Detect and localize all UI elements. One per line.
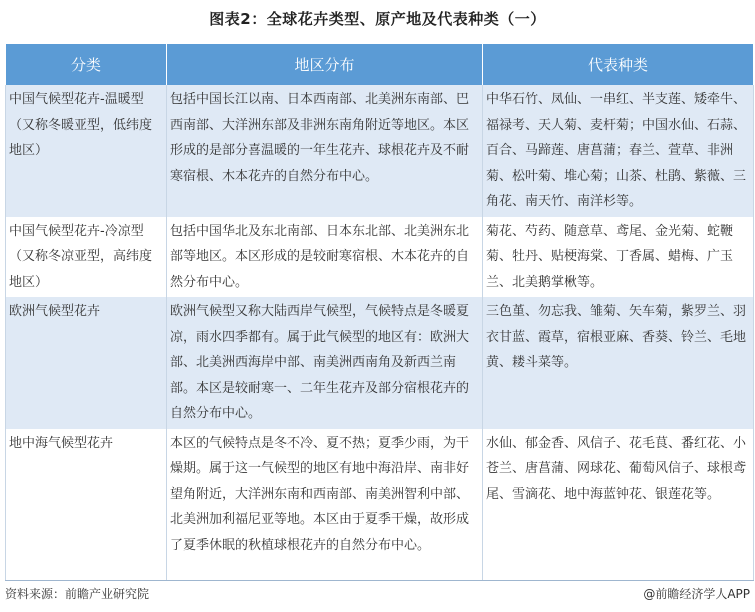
cell-species: 菊花、芍药、随意草、鸢尾、金光菊、蛇鞭菊、牡丹、贴梗海棠、丁香属、蜡梅、广玉兰、北美鹅掌楸等。 xyxy=(483,217,754,298)
cell-category: 欧洲气候型花卉 xyxy=(6,297,167,429)
cell-region: 包括中国长江以南、日本西南部、北美洲东南部、巴西南部、大洋洲东部及非洲东南角附近等地区。本区形成的是部分喜温暖的一年生花卉、球根花卉及不耐寒宿根、木本花卉的自然分布中心。 xyxy=(167,85,483,217)
cell-category: 地中海气候型花卉 xyxy=(6,429,167,581)
header-species: 代表种类 xyxy=(483,44,754,85)
cell-region: 本区的气候特点是冬不冷、夏不热；夏季少雨，为干燥期。属于这一气候型的地区有地中海沿岸、南非好望角附近，大洋洲东南和西南部、南美洲智利中部、北美洲加利福尼亚等地。本区由于夏季干燥，故形成了夏季休眠的秋植球根花卉的自然分布中心。 xyxy=(167,429,483,581)
header-region: 地区分布 xyxy=(167,44,483,85)
table-row xyxy=(6,429,754,581)
source-note: 资料来源：前瞻产业研究院 xyxy=(5,587,150,601)
cell-category: 中国气候型花卉-温暖型（又称冬暖亚型，低纬度地区） xyxy=(6,85,167,217)
cell-species: 中华石竹、凤仙、一串红、半支莲、矮牵牛、福禄考、天人菊、麦杆菊；中国水仙、石蒜、百合、马蹄莲、唐菖蒲；春兰、萱草、非洲菊、松叶菊、堆心菊；山茶、杜鹃、紫薇、三角花、南天竹、南洋杉等。 xyxy=(483,85,754,217)
cell-species: 水仙、郁金香、风信子、花毛茛、番红花、小苍兰、唐菖蒲、网球花、葡萄风信子、球根鸢尾、雪滴花、地中海蓝钟花、银莲花等。 xyxy=(483,429,754,581)
cell-region: 包括中国华北及东北南部、日本东北部、北美洲东北部等地区。本区形成的是较耐寒宿根、木本花卉的自然分布中心。 xyxy=(167,217,483,298)
table-row xyxy=(6,297,754,429)
cell-region: 欧洲气候型又称大陆西岸气候型，气候特点是冬暖夏凉，雨水四季都有。属于此气候型的地区有：欧洲大部、北美洲西海岸中部、南美洲西南角及新西兰南部。本区是较耐寒一、二年生花卉及部分宿根花卉的自然分布中心。 xyxy=(167,297,483,429)
cell-category: 中国气候型花卉-冷凉型（又称冬凉亚型，高纬度地区） xyxy=(6,217,167,298)
flower-types-table xyxy=(5,44,754,581)
header-category: 分类 xyxy=(6,44,167,85)
cell-species: 三色堇、勿忘我、雏菊、矢车菊，紫罗兰、羽衣甘蓝、霞草，宿根亚麻、香葵、铃兰、毛地黄、耧斗菜等。 xyxy=(483,297,754,429)
table-row xyxy=(6,217,754,298)
table-row xyxy=(6,85,754,217)
brand-credit: @前瞻经济学人APP xyxy=(643,587,750,601)
chart-title: 图表2：全球花卉类型、原产地及代表种类（一） xyxy=(209,10,546,28)
table-header-row xyxy=(6,44,754,85)
